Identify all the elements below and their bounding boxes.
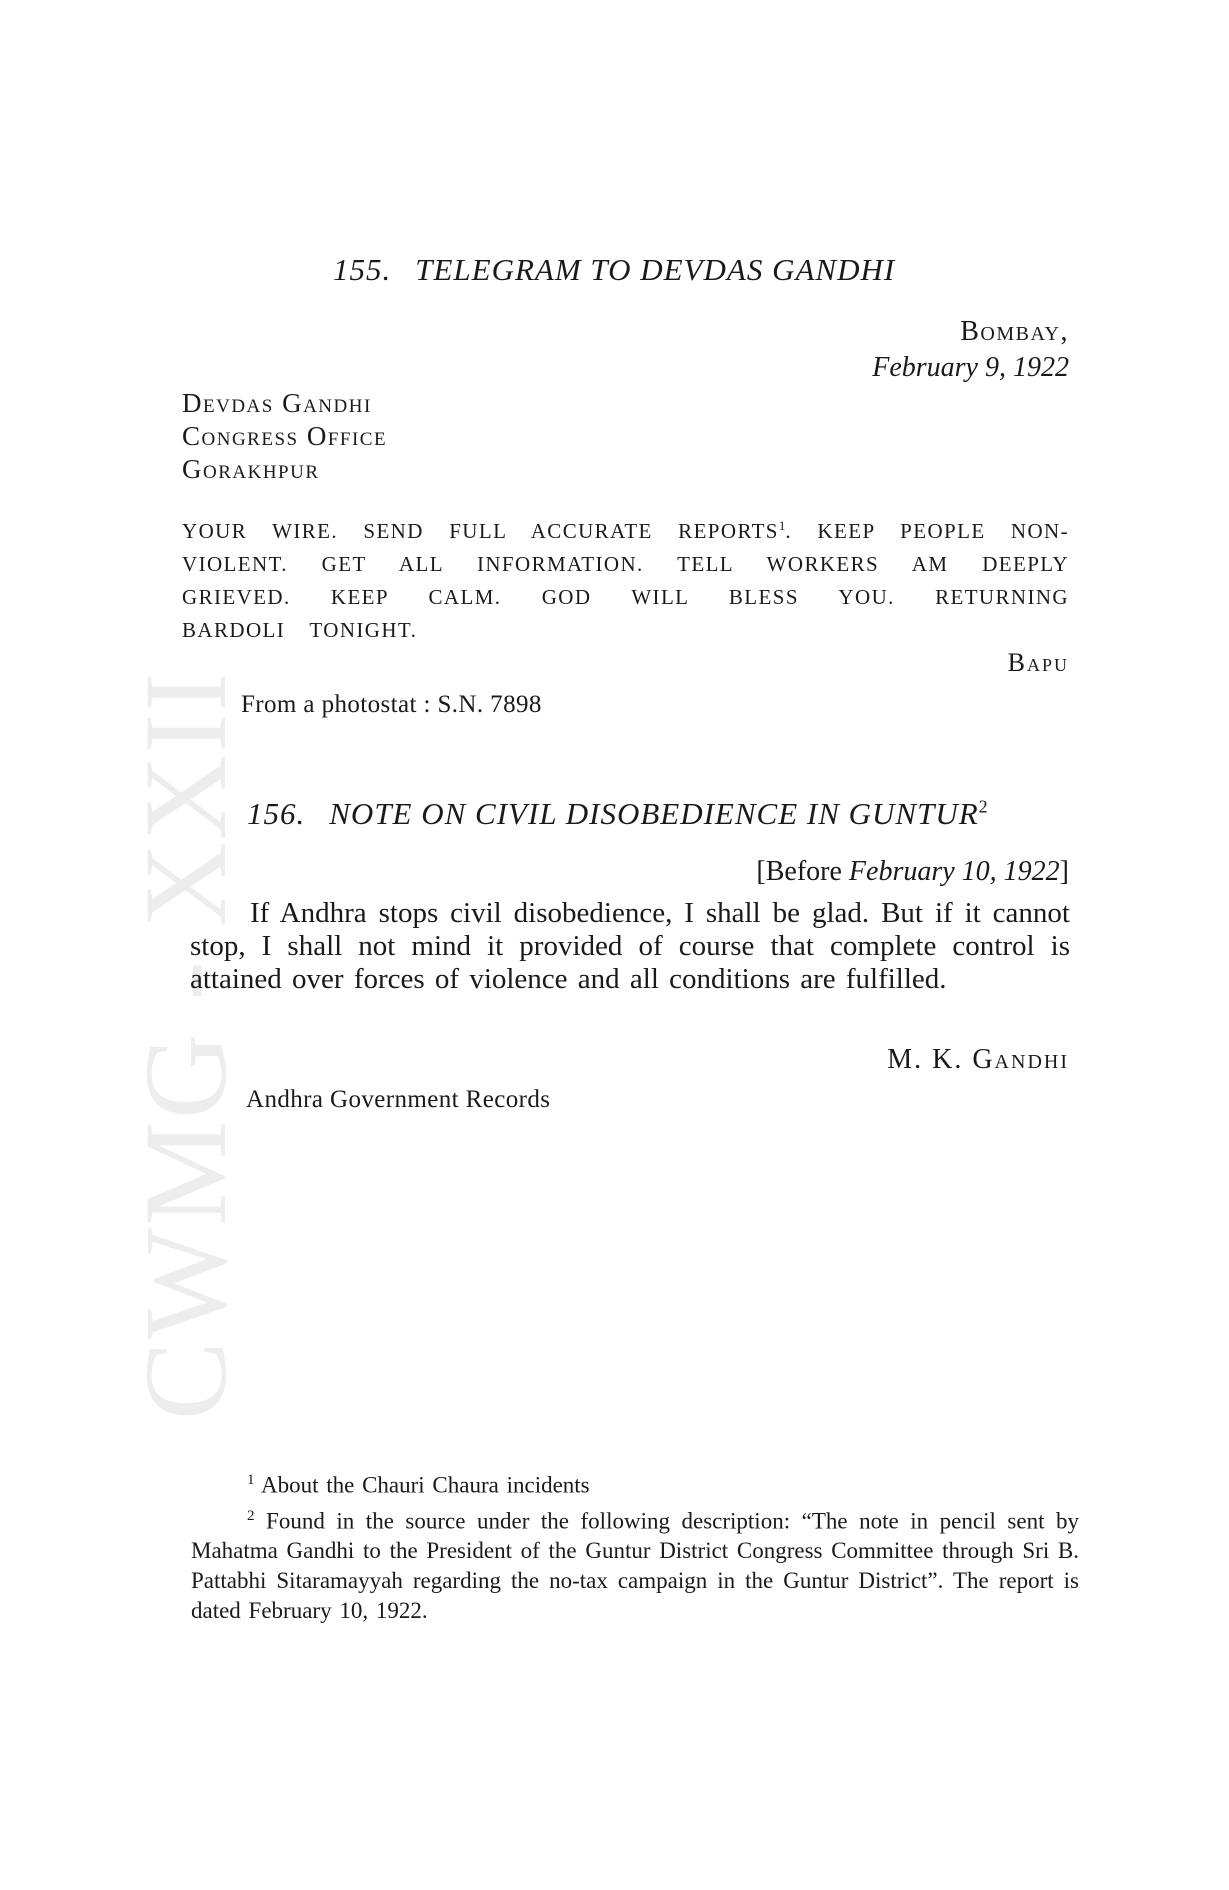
footnote-text: Found in the source under the following description: “The note in pencil sent by Mahatma Gandhi to the President of the Guntur District Congress Committee through Sri B. Pattabhi Sitaramayyah regarding the no-tax campaign in the Guntur District”. The report is dated February 10, 1922.: [191, 1508, 1079, 1624]
footnotes: [191, 1465, 1079, 1626]
telegram-text-post: . KEEP PEOPLE NON-VIOLENT. GET ALL INFORMATION. TELL WORKERS AM DEEPLY GRIEVED. KEEP CALM. GOD WILL BLESS YOU. RETURNING BARDOLI TONIGHT.: [182, 519, 1070, 642]
doc156-title: NOTE ON CIVIL DISOBEDIENCE IN GUNTUR: [329, 796, 979, 831]
doc156-signature: M. K. Gandhi: [887, 1044, 1069, 1075]
doc156-number: 156.: [247, 796, 306, 831]
doc156-date: [756, 856, 1069, 888]
doc155-signature: Bapu: [1007, 648, 1069, 677]
date-prefix: [Before: [756, 856, 849, 887]
doc156-source: Andhra Government Records: [246, 1086, 551, 1113]
doc155-title: TELEGRAM TO DEVDAS GANDHI: [415, 252, 896, 287]
watermark: CWMG - XXII: [120, 670, 251, 1420]
telegram-text-pre: YOUR WIRE. SEND FULL ACCURATE REPORTS: [182, 519, 779, 543]
doc155-address: [182, 387, 387, 486]
doc156-heading: [247, 796, 989, 832]
date-suffix: ]: [1059, 856, 1069, 887]
doc155-source: From a photostat : S.N. 7898: [241, 691, 542, 718]
address-line: Congress Office: [182, 421, 388, 451]
footnote: [191, 1501, 1079, 1627]
doc155-date: February 9, 1922: [872, 352, 1069, 383]
doc155-heading: [333, 252, 895, 288]
address-line: Devdas Gandhi: [182, 388, 372, 418]
address-line: Gorakhpur: [182, 454, 320, 484]
doc156-body: If Andhra stops civil disobedience, I shall be glad. But if it cannot stop, I shall not mind it provided of course that complete control is attained over forces of violence and all conditions are fulfilled.: [190, 897, 1070, 995]
date-italic: February 10, 1922: [848, 856, 1060, 887]
doc155-number: 155.: [333, 252, 392, 287]
doc155-place: Bombay,: [960, 316, 1069, 347]
footnote-text: About the Chauri Chaura incidents: [260, 1472, 590, 1498]
footnote-ref: 2: [978, 796, 989, 817]
doc155-place-date: [872, 314, 1069, 386]
footnote-number: 1: [247, 1472, 255, 1488]
footnote-number: 2: [247, 1507, 255, 1524]
footnote: [191, 1465, 1079, 1501]
footnote-ref: 1: [778, 518, 786, 533]
doc155-telegram-body: [182, 509, 1069, 647]
